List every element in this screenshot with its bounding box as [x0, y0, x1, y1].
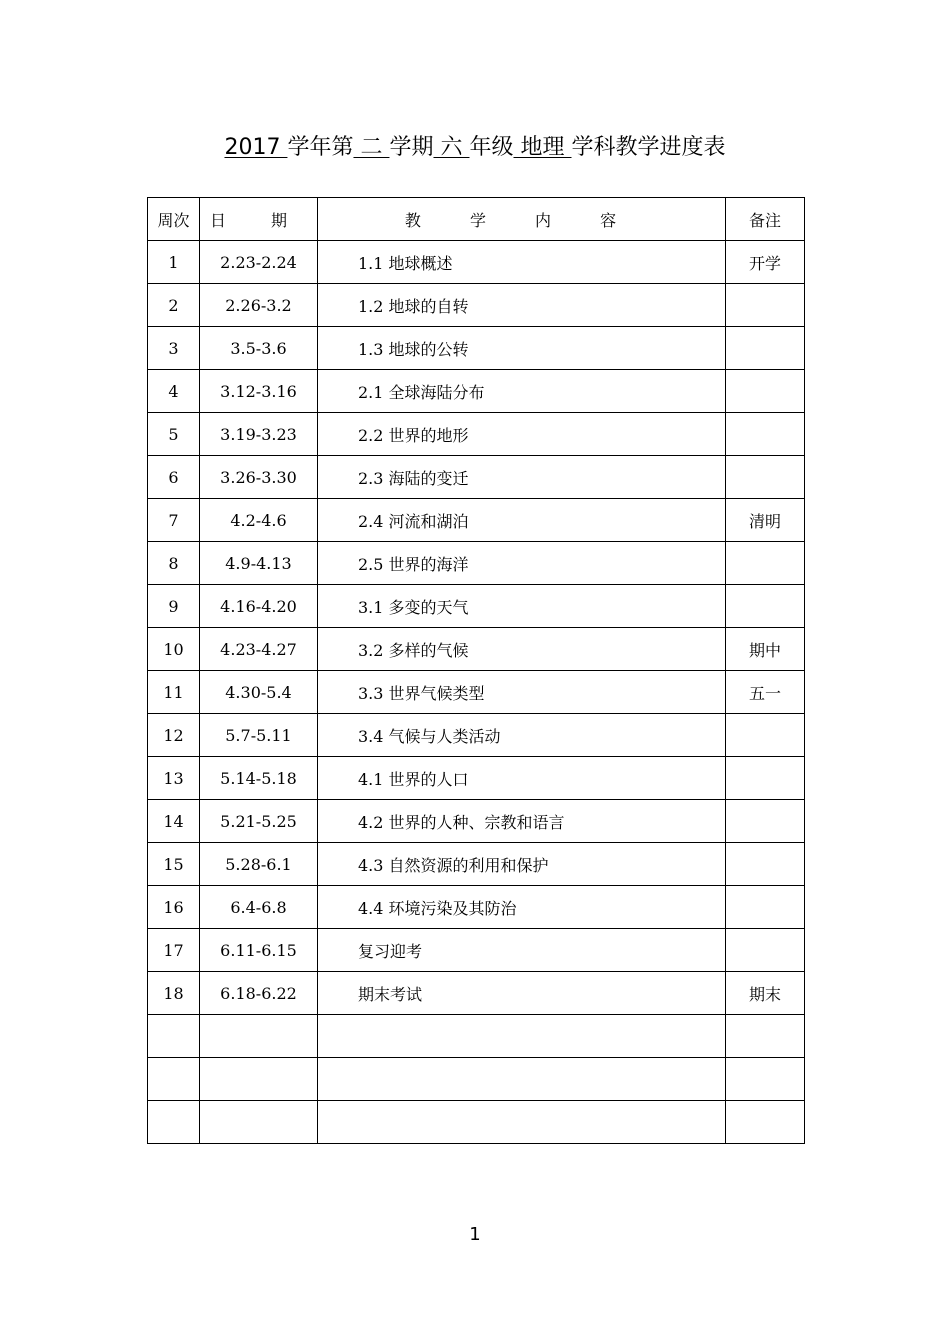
- cell-content: 3.1 多变的天气: [318, 585, 726, 628]
- cell-note: [726, 542, 805, 585]
- header-content: 教 学 内 容: [318, 198, 726, 241]
- cell-week: 4: [148, 370, 200, 413]
- cell-note: 清明: [726, 499, 805, 542]
- header-week: 周次: [148, 198, 200, 241]
- cell-date: 5.28-6.1: [200, 843, 318, 886]
- cell-note: [726, 1101, 805, 1144]
- cell-week: 11: [148, 671, 200, 714]
- header-note: 备注: [726, 198, 805, 241]
- schedule-table: [147, 197, 805, 1144]
- cell-date: 4.30-5.4: [200, 671, 318, 714]
- page-number: 1: [469, 1224, 481, 1245]
- cell-week: 6: [148, 456, 200, 499]
- table-row: [148, 327, 805, 370]
- cell-note: [726, 1058, 805, 1101]
- table-row: [148, 241, 805, 284]
- cell-date: [200, 1058, 318, 1101]
- cell-week: 5: [148, 413, 200, 456]
- cell-date: 5.14-5.18: [200, 757, 318, 800]
- cell-content: 2.1 全球海陆分布: [318, 370, 726, 413]
- cell-note: [726, 370, 805, 413]
- cell-note: [726, 585, 805, 628]
- cell-note: 期末: [726, 972, 805, 1015]
- cell-content: 2.4 河流和湖泊: [318, 499, 726, 542]
- table-row: [148, 628, 805, 671]
- cell-note: [726, 886, 805, 929]
- document-title: [0, 130, 950, 161]
- cell-date: 6.18-6.22: [200, 972, 318, 1015]
- cell-content: 3.3 世界气候类型: [318, 671, 726, 714]
- cell-date: 6.11-6.15: [200, 929, 318, 972]
- cell-note: [726, 456, 805, 499]
- cell-week: 16: [148, 886, 200, 929]
- cell-note: [726, 327, 805, 370]
- cell-week: 18: [148, 972, 200, 1015]
- cell-note: 开学: [726, 241, 805, 284]
- cell-note: [726, 413, 805, 456]
- cell-week: 9: [148, 585, 200, 628]
- title-text-3: 年级: [469, 135, 514, 160]
- table-row: [148, 413, 805, 456]
- cell-content: 3.2 多样的气候: [318, 628, 726, 671]
- cell-content: 3.4 气候与人类活动: [318, 714, 726, 757]
- cell-week: [148, 1058, 200, 1101]
- table-row: [148, 456, 805, 499]
- cell-content: [318, 1101, 726, 1144]
- cell-week: 1: [148, 241, 200, 284]
- table-row: [148, 800, 805, 843]
- cell-note: [726, 757, 805, 800]
- cell-date: [200, 1015, 318, 1058]
- cell-content: 4.1 世界的人口: [318, 757, 726, 800]
- cell-content: 期末考试: [318, 972, 726, 1015]
- table-row: [148, 714, 805, 757]
- cell-note: [726, 284, 805, 327]
- cell-week: 12: [148, 714, 200, 757]
- cell-content: 1.2 地球的自转: [318, 284, 726, 327]
- table-row: [148, 1015, 805, 1058]
- cell-date: [200, 1101, 318, 1144]
- cell-week: 13: [148, 757, 200, 800]
- header-date: 日 期: [200, 198, 318, 241]
- cell-content: 2.3 海陆的变迁: [318, 456, 726, 499]
- table-row: [148, 972, 805, 1015]
- cell-date: 2.23-2.24: [200, 241, 318, 284]
- table-row: [148, 1058, 805, 1101]
- table-row: [148, 1101, 805, 1144]
- title-subject: 地理: [513, 135, 572, 160]
- cell-date: 3.26-3.30: [200, 456, 318, 499]
- cell-date: 3.5-3.6: [200, 327, 318, 370]
- cell-note: [726, 714, 805, 757]
- cell-week: 7: [148, 499, 200, 542]
- cell-content: 2.5 世界的海洋: [318, 542, 726, 585]
- cell-content: 4.3 自然资源的利用和保护: [318, 843, 726, 886]
- cell-content: 1.1 地球概述: [318, 241, 726, 284]
- cell-week: 10: [148, 628, 200, 671]
- cell-week: 17: [148, 929, 200, 972]
- cell-date: 4.9-4.13: [200, 542, 318, 585]
- cell-note: [726, 843, 805, 886]
- cell-week: 8: [148, 542, 200, 585]
- table-row: [148, 843, 805, 886]
- cell-week: 15: [148, 843, 200, 886]
- cell-note: 期中: [726, 628, 805, 671]
- cell-content: 2.2 世界的地形: [318, 413, 726, 456]
- cell-week: [148, 1101, 200, 1144]
- cell-date: 2.26-3.2: [200, 284, 318, 327]
- table-row: [148, 929, 805, 972]
- cell-note: [726, 800, 805, 843]
- table-row: [148, 671, 805, 714]
- table-header-row: [148, 198, 805, 241]
- cell-date: 3.19-3.23: [200, 413, 318, 456]
- cell-date: 5.7-5.11: [200, 714, 318, 757]
- cell-note: 五一: [726, 671, 805, 714]
- cell-content: 4.2 世界的人种、宗教和语言: [318, 800, 726, 843]
- cell-content: [318, 1058, 726, 1101]
- cell-date: 3.12-3.16: [200, 370, 318, 413]
- title-year: 2017: [224, 135, 288, 160]
- title-text-2: 学期: [389, 135, 434, 160]
- table-row: [148, 886, 805, 929]
- cell-content: [318, 1015, 726, 1058]
- title-term: 二: [353, 135, 390, 160]
- cell-week: 3: [148, 327, 200, 370]
- cell-week: [148, 1015, 200, 1058]
- table-row: [148, 499, 805, 542]
- title-grade: 六: [433, 135, 470, 160]
- table-row: [148, 542, 805, 585]
- cell-week: 2: [148, 284, 200, 327]
- table-row: [148, 757, 805, 800]
- cell-note: [726, 929, 805, 972]
- cell-date: 5.21-5.25: [200, 800, 318, 843]
- cell-content: 1.3 地球的公转: [318, 327, 726, 370]
- title-text-4: 学科教学进度表: [571, 135, 726, 160]
- table-row: [148, 585, 805, 628]
- cell-week: 14: [148, 800, 200, 843]
- table-row: [148, 284, 805, 327]
- cell-content: 4.4 环境污染及其防治: [318, 886, 726, 929]
- cell-content: 复习迎考: [318, 929, 726, 972]
- cell-date: 4.23-4.27: [200, 628, 318, 671]
- cell-date: 4.16-4.20: [200, 585, 318, 628]
- cell-date: 4.2-4.6: [200, 499, 318, 542]
- table-row: [148, 370, 805, 413]
- cell-date: 6.4-6.8: [200, 886, 318, 929]
- title-text-1: 学年第: [287, 135, 354, 160]
- cell-note: [726, 1015, 805, 1058]
